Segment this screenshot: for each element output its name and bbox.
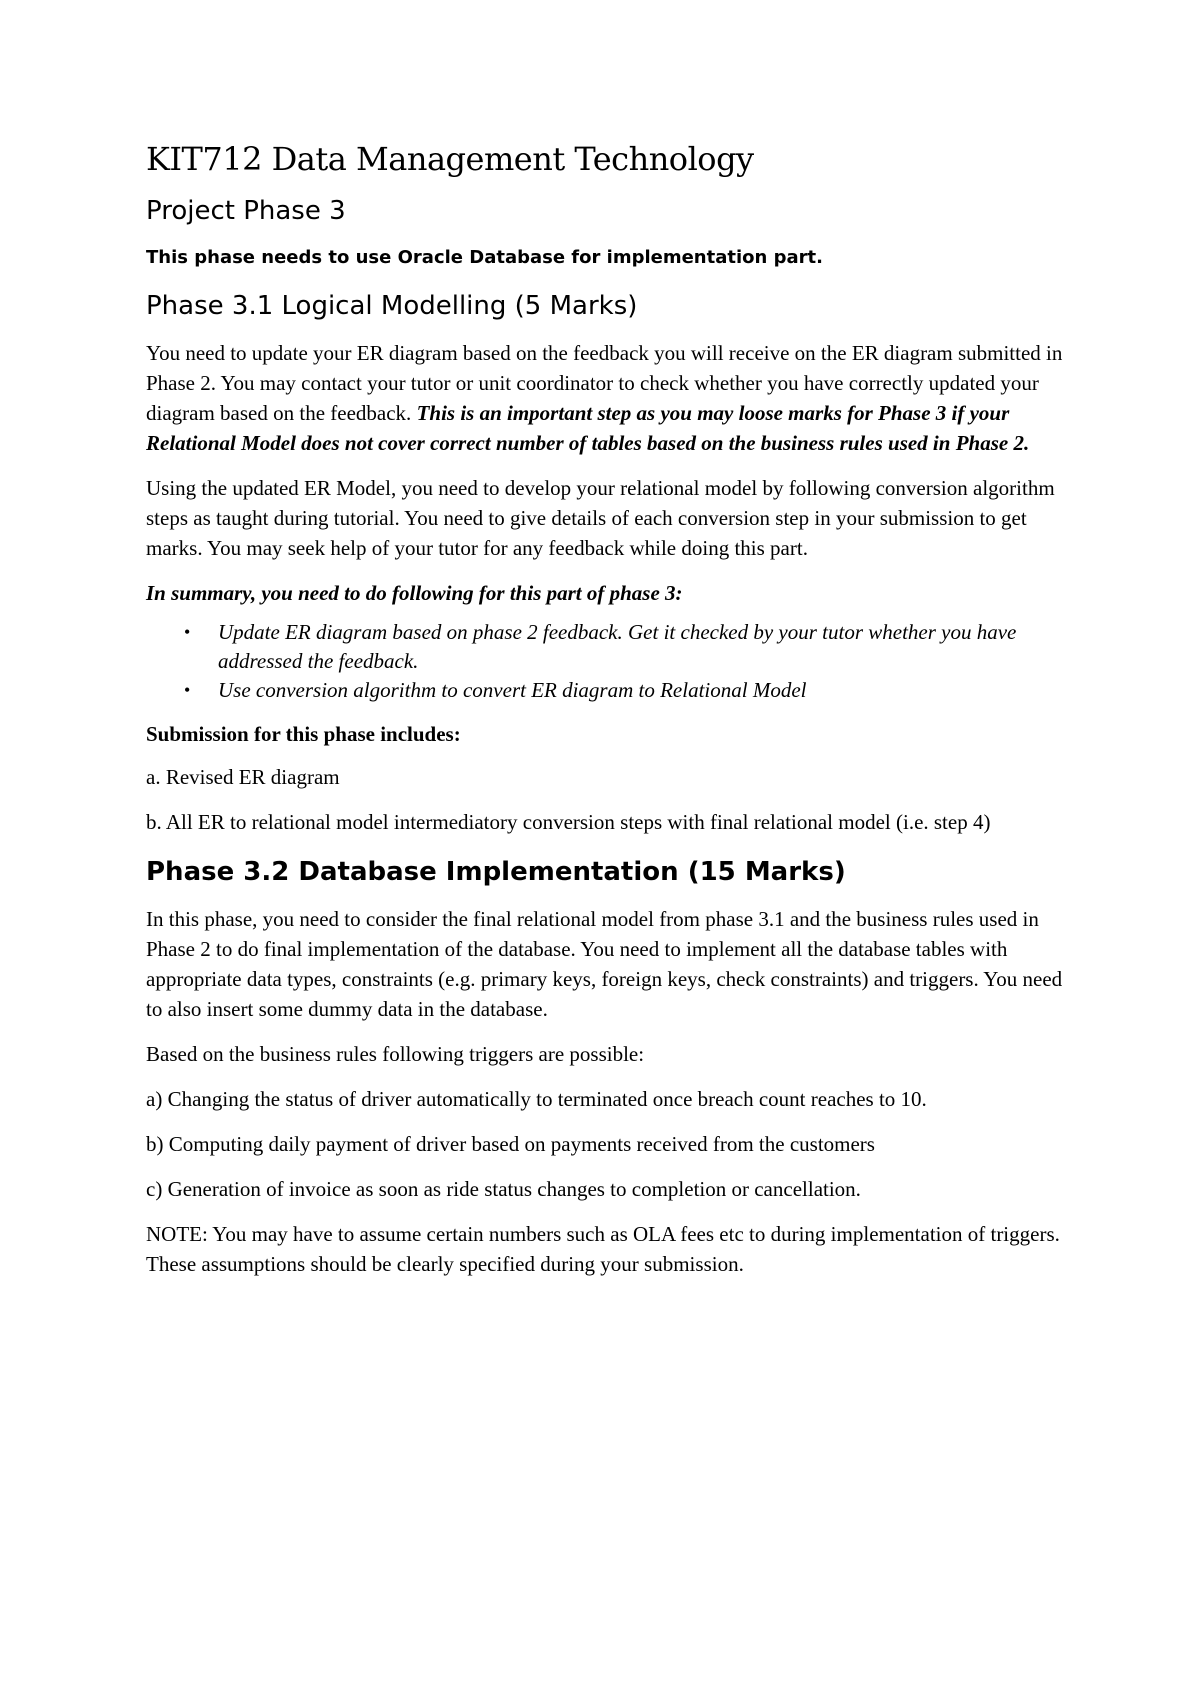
- trigger-item: b) Computing daily payment of driver based on payments received from the customers: [146, 1132, 875, 1157]
- assumptions-note: NOTE: You may have to assume certain numbers such as OLA fees etc to during implementation of triggers. These assumptions should be clearly specified during your submission.: [146, 1222, 1060, 1277]
- summary-bullet-text: Update ER diagram based on phase 2 feedback. Get it checked by your tutor whether you have addressed the feedback.: [218, 620, 1017, 674]
- summary-bullet-item: [184, 618, 1076, 676]
- intro-statement: This phase needs to use Oracle Database for implementation part.: [146, 246, 823, 268]
- bullet-icon: •: [184, 622, 191, 643]
- triggers-intro: Based on the business rules following triggers are possible:: [146, 1042, 645, 1067]
- logical-modelling-paragraph-1-text: You need to update your ER diagram based on the feedback you will receive on the ER diagram submitted in Phase 2. You may contact your tutor or unit coordinator to check whether you have correctly updated your diagram based on the feedback.: [146, 341, 1063, 426]
- document-title: KIT712 Data Management Technology: [146, 140, 754, 178]
- document-body: [146, 140, 1076, 1294]
- document-subtitle: Project Phase 3: [146, 196, 346, 227]
- summary-bullet-text: Use conversion algorithm to convert ER diagram to Relational Model: [218, 678, 807, 703]
- summary-bullet-item: [184, 676, 1076, 705]
- logical-modelling-paragraph-2: Using the updated ER Model, you need to develop your relational model by following conversion algorithm steps as taught during tutorial. You need to give details of each conversion step in your submission to get marks. You may seek help of your tutor for any feedback while doing this part.: [146, 476, 1055, 561]
- submission-item: a. Revised ER diagram: [146, 765, 340, 790]
- section-heading-logical-modelling: Phase 3.1 Logical Modelling (5 Marks): [146, 290, 638, 321]
- database-implementation-paragraph: In this phase, you need to consider the final relational model from phase 3.1 and the business rules used in Phase 2 to do final implementation of the database. You need to implement all the database tables with appropriate data types, constraints (e.g. primary keys, foreign keys, check constraints) and triggers. You need to also insert some dummy data in the database.: [146, 907, 1063, 1022]
- summary-bullet-list: [146, 618, 1076, 705]
- submission-heading: Submission for this phase includes:: [146, 722, 461, 747]
- trigger-item: a) Changing the status of driver automatically to terminated once breach count reaches to 10.: [146, 1087, 927, 1112]
- submission-item: b. All ER to relational model intermediatory conversion steps with final relational model (i.e. step 4): [146, 810, 991, 835]
- summary-lead: In summary, you need to do following for this part of phase 3:: [146, 581, 683, 606]
- logical-modelling-paragraph-1: [146, 338, 1076, 458]
- section-heading-database-implementation: Phase 3.2 Database Implementation (15 Marks): [146, 857, 846, 888]
- logical-modelling-warning: This is an important step as you may loose marks for Phase 3 if your Relational Model does not cover correct number of tables based on the business rules used in Phase 2.: [146, 401, 1030, 456]
- trigger-item: c) Generation of invoice as soon as ride status changes to completion or cancellation.: [146, 1177, 861, 1202]
- bullet-icon: •: [184, 680, 191, 701]
